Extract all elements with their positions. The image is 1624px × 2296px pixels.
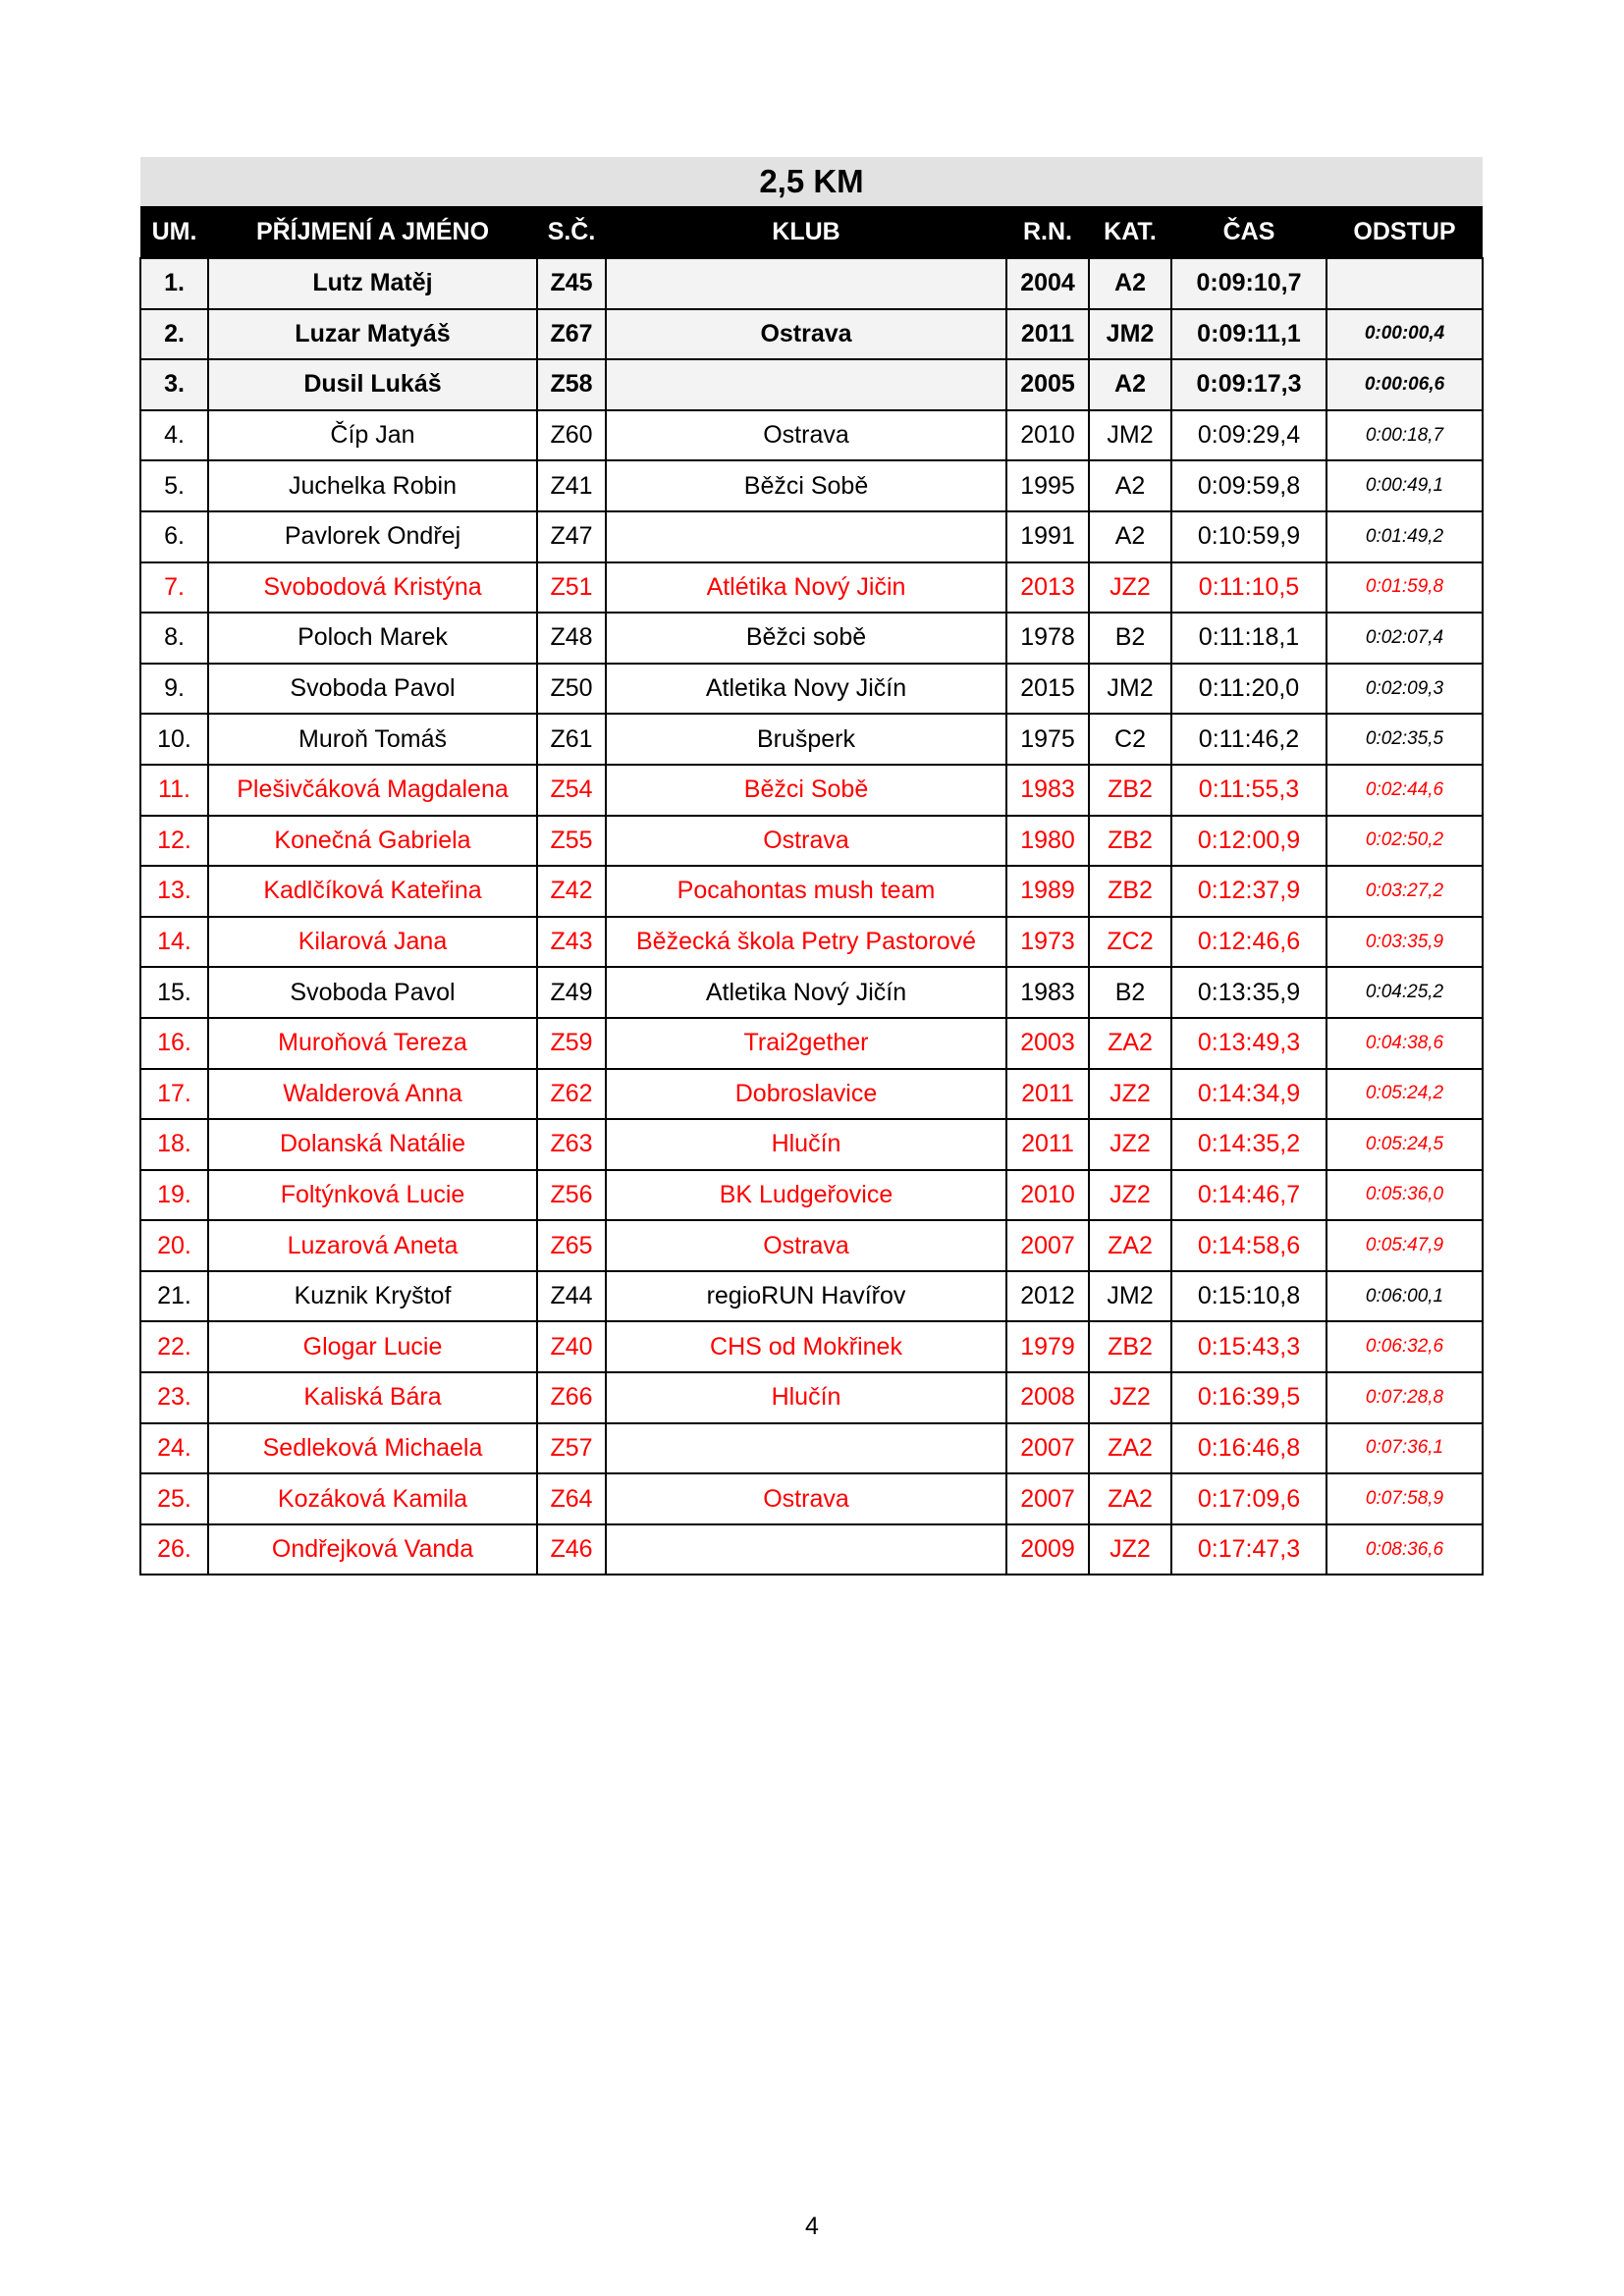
- column-header-birth-year: R.N.: [1006, 206, 1089, 258]
- table-row: [140, 1524, 1483, 1575]
- club-cell: Dobroslavice: [606, 1069, 1006, 1120]
- name-cell: Luzarová Aneta: [208, 1220, 537, 1271]
- table-row: [140, 1018, 1483, 1069]
- birth-year-cell: 2011: [1006, 1069, 1089, 1120]
- name-cell: Kozáková Kamila: [208, 1473, 537, 1524]
- rank-cell: 9.: [140, 664, 208, 715]
- rank-cell: 11.: [140, 765, 208, 816]
- category-cell: JM2: [1089, 410, 1171, 461]
- birth-year-cell: 2012: [1006, 1271, 1089, 1322]
- time-cell: 0:14:58,6: [1171, 1220, 1326, 1271]
- gap-cell: 0:05:24,2: [1326, 1069, 1483, 1120]
- table-row: [140, 1321, 1483, 1372]
- time-cell: 0:16:46,8: [1171, 1423, 1326, 1474]
- category-cell: ZB2: [1089, 765, 1171, 816]
- rank-cell: 7.: [140, 562, 208, 614]
- bib-cell: Z48: [537, 613, 606, 664]
- birth-year-cell: 2003: [1006, 1018, 1089, 1069]
- gap-cell: 0:07:36,1: [1326, 1423, 1483, 1474]
- bib-cell: Z62: [537, 1069, 606, 1120]
- club-cell: Atlétika Nový Jičin: [606, 562, 1006, 614]
- category-cell: JZ2: [1089, 1372, 1171, 1423]
- name-cell: Plešivčáková Magdalena: [208, 765, 537, 816]
- gap-cell: 0:00:18,7: [1326, 410, 1483, 461]
- gap-cell: 0:07:28,8: [1326, 1372, 1483, 1423]
- column-header-gap: ODSTUP: [1326, 206, 1483, 258]
- column-header-time: ČAS: [1171, 206, 1326, 258]
- table-row: [140, 359, 1483, 410]
- bib-cell: Z47: [537, 511, 606, 562]
- birth-year-cell: 2010: [1006, 1170, 1089, 1221]
- gap-cell: 0:02:44,6: [1326, 765, 1483, 816]
- time-cell: 0:12:37,9: [1171, 866, 1326, 917]
- gap-cell: 0:08:36,6: [1326, 1524, 1483, 1575]
- category-cell: ZA2: [1089, 1473, 1171, 1524]
- birth-year-cell: 1979: [1006, 1321, 1089, 1372]
- birth-year-cell: 1991: [1006, 511, 1089, 562]
- name-cell: Lutz Matěj: [208, 258, 537, 309]
- name-cell: Foltýnková Lucie: [208, 1170, 537, 1221]
- club-cell: Hlučín: [606, 1372, 1006, 1423]
- category-cell: ZB2: [1089, 1321, 1171, 1372]
- bib-cell: Z40: [537, 1321, 606, 1372]
- category-cell: ZA2: [1089, 1220, 1171, 1271]
- rank-cell: 13.: [140, 866, 208, 917]
- name-cell: Svoboda Pavol: [208, 967, 537, 1018]
- gap-cell: 0:00:49,1: [1326, 460, 1483, 511]
- rank-cell: 23.: [140, 1372, 208, 1423]
- name-cell: Sedleková Michaela: [208, 1423, 537, 1474]
- table-title-row: [140, 157, 1483, 206]
- gap-cell: 0:04:38,6: [1326, 1018, 1483, 1069]
- birth-year-cell: 1973: [1006, 917, 1089, 968]
- category-cell: B2: [1089, 613, 1171, 664]
- category-cell: JM2: [1089, 309, 1171, 360]
- bib-cell: Z61: [537, 714, 606, 765]
- gap-cell: 0:01:49,2: [1326, 511, 1483, 562]
- birth-year-cell: 2009: [1006, 1524, 1089, 1575]
- table-row: [140, 258, 1483, 309]
- table-row: [140, 1423, 1483, 1474]
- birth-year-cell: 1975: [1006, 714, 1089, 765]
- category-cell: JZ2: [1089, 1069, 1171, 1120]
- results-body: [140, 258, 1483, 1575]
- club-cell: [606, 258, 1006, 309]
- birth-year-cell: 1980: [1006, 816, 1089, 867]
- club-cell: Ostrava: [606, 816, 1006, 867]
- category-cell: C2: [1089, 714, 1171, 765]
- table-row: [140, 816, 1483, 867]
- birth-year-cell: 2010: [1006, 410, 1089, 461]
- rank-cell: 15.: [140, 967, 208, 1018]
- name-cell: Konečná Gabriela: [208, 816, 537, 867]
- rank-cell: 1.: [140, 258, 208, 309]
- rank-cell: 22.: [140, 1321, 208, 1372]
- club-cell: [606, 511, 1006, 562]
- gap-cell: 0:04:25,2: [1326, 967, 1483, 1018]
- club-cell: Trai2gether: [606, 1018, 1006, 1069]
- rank-cell: 17.: [140, 1069, 208, 1120]
- club-cell: Ostrava: [606, 1220, 1006, 1271]
- gap-cell: 0:02:07,4: [1326, 613, 1483, 664]
- table-row: [140, 511, 1483, 562]
- club-cell: Běžci sobě: [606, 613, 1006, 664]
- rank-cell: 20.: [140, 1220, 208, 1271]
- birth-year-cell: 2008: [1006, 1372, 1089, 1423]
- table-row: [140, 967, 1483, 1018]
- table-row: [140, 765, 1483, 816]
- name-cell: Pavlorek Ondřej: [208, 511, 537, 562]
- time-cell: 0:17:47,3: [1171, 1524, 1326, 1575]
- time-cell: 0:11:18,1: [1171, 613, 1326, 664]
- table-row: [140, 562, 1483, 614]
- time-cell: 0:15:43,3: [1171, 1321, 1326, 1372]
- time-cell: 0:17:09,6: [1171, 1473, 1326, 1524]
- table-row: [140, 1473, 1483, 1524]
- gap-cell: 0:01:59,8: [1326, 562, 1483, 614]
- name-cell: Muroňová Tereza: [208, 1018, 537, 1069]
- rank-cell: 8.: [140, 613, 208, 664]
- gap-cell: 0:06:32,6: [1326, 1321, 1483, 1372]
- name-cell: Juchelka Robin: [208, 460, 537, 511]
- column-header-rank: UM.: [140, 206, 208, 258]
- category-cell: ZC2: [1089, 917, 1171, 968]
- time-cell: 0:14:46,7: [1171, 1170, 1326, 1221]
- name-cell: Číp Jan: [208, 410, 537, 461]
- club-cell: Brušperk: [606, 714, 1006, 765]
- name-cell: Ondřejková Vanda: [208, 1524, 537, 1575]
- name-cell: Svobodová Kristýna: [208, 562, 537, 614]
- table-row: [140, 309, 1483, 360]
- time-cell: 0:09:10,7: [1171, 258, 1326, 309]
- category-cell: JZ2: [1089, 562, 1171, 614]
- time-cell: 0:12:00,9: [1171, 816, 1326, 867]
- bib-cell: Z45: [537, 258, 606, 309]
- time-cell: 0:13:35,9: [1171, 967, 1326, 1018]
- bib-cell: Z65: [537, 1220, 606, 1271]
- gap-cell: 0:02:35,5: [1326, 714, 1483, 765]
- gap-cell: 0:05:24,5: [1326, 1119, 1483, 1170]
- bib-cell: Z42: [537, 866, 606, 917]
- bib-cell: Z54: [537, 765, 606, 816]
- club-cell: Běžecká škola Petry Pastorové: [606, 917, 1006, 968]
- time-cell: 0:16:39,5: [1171, 1372, 1326, 1423]
- gap-cell: 0:05:36,0: [1326, 1170, 1483, 1221]
- rank-cell: 21.: [140, 1271, 208, 1322]
- rank-cell: 12.: [140, 816, 208, 867]
- rank-cell: 24.: [140, 1423, 208, 1474]
- category-cell: JZ2: [1089, 1119, 1171, 1170]
- category-cell: JZ2: [1089, 1524, 1171, 1575]
- club-cell: regioRUN Havířov: [606, 1271, 1006, 1322]
- time-cell: 0:13:49,3: [1171, 1018, 1326, 1069]
- bib-cell: Z60: [537, 410, 606, 461]
- rank-cell: 25.: [140, 1473, 208, 1524]
- name-cell: Kilarová Jana: [208, 917, 537, 968]
- time-cell: 0:09:17,3: [1171, 359, 1326, 410]
- club-cell: Ostrava: [606, 309, 1006, 360]
- bib-cell: Z55: [537, 816, 606, 867]
- club-cell: BK Ludgeřovice: [606, 1170, 1006, 1221]
- club-cell: CHS od Mokřinek: [606, 1321, 1006, 1372]
- gap-cell: [1326, 258, 1483, 309]
- time-cell: 0:14:35,2: [1171, 1119, 1326, 1170]
- club-cell: [606, 1524, 1006, 1575]
- column-header-bib: S.Č.: [537, 206, 606, 258]
- birth-year-cell: 2011: [1006, 1119, 1089, 1170]
- time-cell: 0:10:59,9: [1171, 511, 1326, 562]
- category-cell: B2: [1089, 967, 1171, 1018]
- gap-cell: 0:00:00,4: [1326, 309, 1483, 360]
- table-row: [140, 1372, 1483, 1423]
- table-row: [140, 460, 1483, 511]
- club-cell: Běžci Sobě: [606, 460, 1006, 511]
- time-cell: 0:09:11,1: [1171, 309, 1326, 360]
- bib-cell: Z43: [537, 917, 606, 968]
- table-row: [140, 1069, 1483, 1120]
- club-cell: Atletika Novy Jičín: [606, 664, 1006, 715]
- name-cell: Svoboda Pavol: [208, 664, 537, 715]
- birth-year-cell: 1983: [1006, 765, 1089, 816]
- bib-cell: Z59: [537, 1018, 606, 1069]
- time-cell: 0:09:59,8: [1171, 460, 1326, 511]
- gap-cell: 0:00:06,6: [1326, 359, 1483, 410]
- column-header-club: KLUB: [606, 206, 1006, 258]
- results-table: [139, 157, 1484, 1575]
- birth-year-cell: 2013: [1006, 562, 1089, 614]
- column-header-name: PŘÍJMENÍ A JMÉNO: [208, 206, 537, 258]
- category-cell: JZ2: [1089, 1170, 1171, 1221]
- name-cell: Kaliská Bára: [208, 1372, 537, 1423]
- name-cell: Walderová Anna: [208, 1069, 537, 1120]
- column-header-category: KAT.: [1089, 206, 1171, 258]
- category-cell: ZA2: [1089, 1018, 1171, 1069]
- bib-cell: Z49: [537, 967, 606, 1018]
- name-cell: Muroň Tomáš: [208, 714, 537, 765]
- name-cell: Poloch Marek: [208, 613, 537, 664]
- rank-cell: 14.: [140, 917, 208, 968]
- rank-cell: 2.: [140, 309, 208, 360]
- bib-cell: Z46: [537, 1524, 606, 1575]
- table-row: [140, 1271, 1483, 1322]
- club-cell: [606, 359, 1006, 410]
- time-cell: 0:11:10,5: [1171, 562, 1326, 614]
- bib-cell: Z57: [537, 1423, 606, 1474]
- table-row: [140, 410, 1483, 461]
- bib-cell: Z58: [537, 359, 606, 410]
- table-row: [140, 613, 1483, 664]
- table-header-row: [140, 206, 1483, 258]
- rank-cell: 16.: [140, 1018, 208, 1069]
- rank-cell: 10.: [140, 714, 208, 765]
- birth-year-cell: 2007: [1006, 1220, 1089, 1271]
- rank-cell: 4.: [140, 410, 208, 461]
- time-cell: 0:11:46,2: [1171, 714, 1326, 765]
- category-cell: A2: [1089, 511, 1171, 562]
- bib-cell: Z44: [537, 1271, 606, 1322]
- time-cell: 0:09:29,4: [1171, 410, 1326, 461]
- club-cell: Ostrava: [606, 410, 1006, 461]
- gap-cell: 0:07:58,9: [1326, 1473, 1483, 1524]
- category-cell: ZB2: [1089, 866, 1171, 917]
- category-cell: A2: [1089, 258, 1171, 309]
- name-cell: Glogar Lucie: [208, 1321, 537, 1372]
- gap-cell: 0:06:00,1: [1326, 1271, 1483, 1322]
- table-row: [140, 1220, 1483, 1271]
- bib-cell: Z66: [537, 1372, 606, 1423]
- birth-year-cell: 2007: [1006, 1423, 1089, 1474]
- club-cell: [606, 1423, 1006, 1474]
- birth-year-cell: 2015: [1006, 664, 1089, 715]
- club-cell: Hlučín: [606, 1119, 1006, 1170]
- category-cell: A2: [1089, 359, 1171, 410]
- bib-cell: Z63: [537, 1119, 606, 1170]
- category-cell: A2: [1089, 460, 1171, 511]
- birth-year-cell: 2007: [1006, 1473, 1089, 1524]
- bib-cell: Z50: [537, 664, 606, 715]
- gap-cell: 0:05:47,9: [1326, 1220, 1483, 1271]
- gap-cell: 0:03:27,2: [1326, 866, 1483, 917]
- birth-year-cell: 2011: [1006, 309, 1089, 360]
- gap-cell: 0:02:50,2: [1326, 816, 1483, 867]
- table-title: 2,5 KM: [140, 157, 1483, 206]
- rank-cell: 26.: [140, 1524, 208, 1575]
- rank-cell: 18.: [140, 1119, 208, 1170]
- category-cell: JM2: [1089, 1271, 1171, 1322]
- rank-cell: 19.: [140, 1170, 208, 1221]
- name-cell: Kuznik Kryštof: [208, 1271, 537, 1322]
- club-cell: Pocahontas mush team: [606, 866, 1006, 917]
- category-cell: ZA2: [1089, 1423, 1171, 1474]
- club-cell: Ostrava: [606, 1473, 1006, 1524]
- bib-cell: Z41: [537, 460, 606, 511]
- birth-year-cell: 1983: [1006, 967, 1089, 1018]
- birth-year-cell: 1995: [1006, 460, 1089, 511]
- bib-cell: Z67: [537, 309, 606, 360]
- birth-year-cell: 1989: [1006, 866, 1089, 917]
- name-cell: Luzar Matyáš: [208, 309, 537, 360]
- gap-cell: 0:03:35,9: [1326, 917, 1483, 968]
- bib-cell: Z64: [537, 1473, 606, 1524]
- category-cell: ZB2: [1089, 816, 1171, 867]
- category-cell: JM2: [1089, 664, 1171, 715]
- time-cell: 0:14:34,9: [1171, 1069, 1326, 1120]
- time-cell: 0:15:10,8: [1171, 1271, 1326, 1322]
- table-row: [140, 1119, 1483, 1170]
- birth-year-cell: 1978: [1006, 613, 1089, 664]
- time-cell: 0:11:20,0: [1171, 664, 1326, 715]
- bib-cell: Z56: [537, 1170, 606, 1221]
- club-cell: Běžci Sobě: [606, 765, 1006, 816]
- table-row: [140, 866, 1483, 917]
- club-cell: Atletika Nový Jičín: [606, 967, 1006, 1018]
- name-cell: Dolanská Natálie: [208, 1119, 537, 1170]
- rank-cell: 6.: [140, 511, 208, 562]
- rank-cell: 5.: [140, 460, 208, 511]
- table-row: [140, 1170, 1483, 1221]
- gap-cell: 0:02:09,3: [1326, 664, 1483, 715]
- table-row: [140, 714, 1483, 765]
- name-cell: Kadlčíková Kateřina: [208, 866, 537, 917]
- table-row: [140, 917, 1483, 968]
- rank-cell: 3.: [140, 359, 208, 410]
- table-row: [140, 664, 1483, 715]
- birth-year-cell: 2005: [1006, 359, 1089, 410]
- bib-cell: Z51: [537, 562, 606, 614]
- time-cell: 0:12:46,6: [1171, 917, 1326, 968]
- page-number: 4: [805, 2213, 819, 2240]
- time-cell: 0:11:55,3: [1171, 765, 1326, 816]
- birth-year-cell: 2004: [1006, 258, 1089, 309]
- name-cell: Dusil Lukáš: [208, 359, 537, 410]
